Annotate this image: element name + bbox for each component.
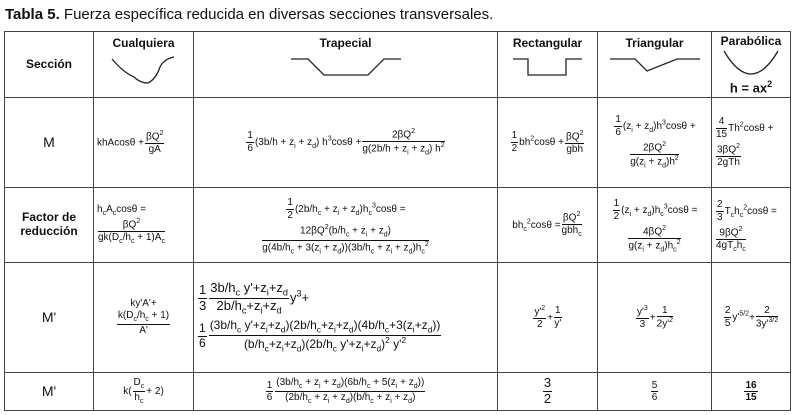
fraction bbox=[533, 305, 546, 330]
row-m-prime bbox=[5, 263, 791, 373]
header-label: Trapecial bbox=[319, 36, 372, 50]
header-label: Cualquiera bbox=[112, 36, 175, 50]
formula-part: 1 bbox=[555, 305, 561, 317]
fraction bbox=[613, 198, 621, 222]
formula-part: $9\beta Q^2$ bbox=[716, 226, 746, 240]
cell-mp2-parabolica bbox=[712, 373, 791, 411]
formula-part: 2 bbox=[724, 305, 731, 317]
cell-mp2-trapecial bbox=[194, 373, 498, 411]
formula-part: $k(D_c/h_c + 1)$ bbox=[117, 310, 170, 325]
formula-part: 5 bbox=[724, 317, 731, 329]
formula-part: $y'^2$ bbox=[534, 304, 546, 318]
formula-part: 6 bbox=[615, 126, 621, 138]
specific-force-table bbox=[4, 31, 791, 411]
formula-part: 2 bbox=[511, 142, 518, 154]
header-label: Parabólica bbox=[720, 34, 782, 48]
formula-part: 16 bbox=[745, 379, 757, 391]
header-trapecial bbox=[194, 32, 498, 98]
formula-part: $4\beta Q^2$ bbox=[628, 225, 680, 239]
formula-part: $(3b/h + z_i + z_d)$ $h^3\cos\theta$ + bbox=[254, 135, 362, 151]
formula-part: 4 bbox=[716, 116, 727, 129]
fraction bbox=[362, 128, 444, 157]
header-parabolica bbox=[712, 32, 791, 98]
formula-part: $2b/h_c+z_i+z_d$ bbox=[216, 297, 282, 316]
fraction bbox=[133, 377, 146, 406]
row-m bbox=[5, 98, 791, 188]
formula-part: 6 bbox=[247, 142, 253, 154]
formula-part: 2 bbox=[537, 318, 543, 330]
formula-part: 1 bbox=[266, 379, 273, 391]
formula-part: + 2) bbox=[146, 386, 164, 398]
formula-part: $gk(D_c/h_c + 1)A_c$ bbox=[98, 231, 165, 245]
table-caption bbox=[5, 6, 493, 23]
formula-part: $(2b/h_c + z_i + z_d)h_c^3\cos\theta$ = bbox=[294, 202, 406, 217]
fraction bbox=[266, 380, 274, 404]
formula-part: $Th^2\cos\theta$ + bbox=[728, 121, 774, 134]
formula-part: y' bbox=[554, 317, 562, 329]
formula-part: 3 bbox=[639, 318, 646, 330]
formula-part: 1 bbox=[199, 282, 207, 298]
formula-part: $y^3+$ bbox=[289, 288, 310, 305]
formula-part: $(2b/h_c + z_i + z_d)(b/h_c + z_i + z_d)$ bbox=[285, 392, 416, 405]
parabola-equation: $h = ax^2$ bbox=[729, 78, 773, 95]
header-label: Rectangular bbox=[512, 36, 583, 50]
formula-part: 5 bbox=[651, 379, 658, 391]
formula-part: $4gT_ch_c$ bbox=[716, 239, 746, 253]
header-rectangular bbox=[498, 32, 598, 98]
row-label: M' bbox=[5, 263, 94, 373]
cell-mp-rectangular: $\frac{y'^2}{2}$ + $\frac{1}{y'}$ bbox=[498, 263, 598, 373]
fraction bbox=[744, 380, 757, 404]
formula-part: $(b/h_c+z_i+z_d)(2b/h_c$ $y'+z_i+z_d)^2$ $y'^2$ bbox=[243, 335, 407, 354]
formula-part: $(z_i + z_d)h_c^3\cos\theta$ = bbox=[621, 203, 698, 219]
triangular-section-icon bbox=[605, 51, 705, 81]
formula-part: $g(4b/h_c + 3(z_i + z_d))(3b/h_c + z_i + z_d)h_c^2$ bbox=[262, 240, 429, 255]
trapezoidal-section-icon bbox=[286, 51, 406, 81]
formula-part: $g(z_i + z_d)h^2$ bbox=[630, 155, 679, 170]
cell-m-trapecial bbox=[194, 98, 498, 188]
formula-part: $\beta Q^2$ bbox=[145, 129, 164, 143]
fraction bbox=[246, 130, 254, 154]
fraction bbox=[614, 114, 622, 138]
fraction bbox=[562, 211, 582, 239]
formula-part: $D_c$ bbox=[133, 377, 146, 392]
caption-label: Tabla 5. bbox=[5, 6, 60, 23]
cell-mp2-rectangular bbox=[498, 373, 598, 411]
fraction bbox=[554, 305, 562, 329]
cell-factor-triangular bbox=[598, 188, 712, 263]
fraction bbox=[543, 376, 552, 407]
formula-part: $12\beta Q^2(b/h_c + z_i + z_d)$ bbox=[262, 224, 429, 240]
formula-part: 2 bbox=[543, 391, 552, 406]
formula-part: $(z_i + z_d)h^3\cos\theta$ + bbox=[622, 119, 696, 135]
formula-part: $bh_c^2\cos\theta$ = bbox=[512, 218, 561, 233]
formula-part: 1 bbox=[511, 130, 518, 142]
fraction bbox=[716, 143, 741, 168]
formula-part: 1 bbox=[199, 321, 206, 336]
formula-part: k( bbox=[123, 386, 132, 398]
formula-part: $h_c$ bbox=[134, 392, 144, 405]
fraction bbox=[145, 130, 164, 155]
row-factor bbox=[5, 188, 791, 263]
fraction bbox=[630, 141, 679, 170]
formula-part: $g(z_i + z_d)h_c^2$ bbox=[628, 239, 681, 254]
fraction bbox=[209, 319, 442, 354]
header-cualquiera bbox=[94, 32, 194, 98]
header-row bbox=[5, 32, 791, 98]
fraction bbox=[565, 130, 584, 155]
formula-part: $y'^{5/2}$ bbox=[732, 310, 750, 324]
parabolic-section-icon bbox=[716, 49, 786, 75]
formula-part: $h_cA_c\cos\theta$ = bbox=[97, 204, 146, 218]
formula-part: $3y'^{3/2}$ bbox=[755, 317, 779, 330]
formula-part: 2 bbox=[613, 210, 620, 222]
formula-part: 3 bbox=[199, 297, 207, 313]
formula-part: 1 bbox=[287, 197, 293, 209]
fraction bbox=[724, 305, 732, 329]
fraction bbox=[198, 322, 207, 351]
cell-mp-cualquiera bbox=[94, 263, 194, 373]
formula-part: $T_ch_c^2\cos\theta$ = bbox=[724, 204, 777, 219]
fraction bbox=[651, 380, 659, 404]
fraction bbox=[716, 116, 727, 140]
caption-text: Fuerza específica reducida en diversas secciones transversales. bbox=[59, 6, 494, 23]
cell-factor-parabolica bbox=[712, 188, 791, 263]
fraction bbox=[756, 305, 778, 330]
formula-part: 1 bbox=[613, 198, 620, 210]
row-label: M' bbox=[5, 373, 94, 411]
cell-mp2-triangular bbox=[598, 373, 712, 411]
formula-part: 3 bbox=[717, 211, 723, 223]
cell-m-rectangular bbox=[498, 98, 598, 188]
formula-part: $3b/h_c$ $y'+z_i+z_d$ bbox=[210, 279, 288, 298]
formula-part: 2 bbox=[287, 209, 293, 221]
fraction bbox=[716, 199, 724, 223]
formula-part: $2y'^2$ bbox=[656, 317, 674, 330]
formula-part: $3\beta Q^2$ bbox=[717, 143, 740, 156]
formula-part: $g(2b/h + z_i + z_d)$ $h^2$ bbox=[362, 141, 445, 157]
formula-part: 6 bbox=[651, 392, 658, 403]
fraction bbox=[98, 218, 165, 246]
formula-part: 6 bbox=[266, 392, 273, 403]
formula-part: 15 bbox=[716, 128, 728, 140]
fraction bbox=[628, 225, 680, 254]
cell-factor-trapecial bbox=[194, 188, 498, 263]
formula-part: ($3b/h_c$ $y'+z_i+z_d)(2b/h_c+z_i+z_d)(4b/h_c+3(z_i+z_d))$ bbox=[209, 318, 441, 335]
row-m-prime-2 bbox=[5, 373, 791, 411]
formula-part: A' bbox=[139, 325, 148, 337]
formula-part: gbh bbox=[566, 143, 584, 155]
formula-part: 2 bbox=[717, 199, 723, 211]
cell-mp-parabolica: $\frac{2}{5}$ $y'^{5/2}+$ $\frac{2}{3y'^{3/2}}$ bbox=[712, 263, 791, 373]
irregular-section-icon bbox=[104, 51, 184, 87]
formula-part: $y'^3$ bbox=[636, 304, 648, 318]
cell-m-parabolica bbox=[712, 98, 791, 188]
fraction bbox=[716, 226, 746, 254]
formula-part: khAcosθ + bbox=[97, 137, 144, 149]
fraction bbox=[209, 281, 289, 316]
formula-part: $\beta Q^2$ bbox=[98, 218, 165, 232]
formula-part: 1 bbox=[247, 130, 253, 142]
formula-part: $(3b/h_c + z_i + z_d)(6b/h_c + 5(z_i + z_d))$ bbox=[275, 377, 425, 392]
formula-part: 3 bbox=[543, 375, 552, 391]
fraction bbox=[275, 377, 425, 406]
formula-part: 2 bbox=[756, 305, 778, 318]
formula-part: $\beta Q^2$ bbox=[562, 211, 581, 224]
cell-factor-cualquiera bbox=[94, 188, 194, 263]
row-label: M bbox=[5, 98, 94, 188]
formula-part: gA bbox=[148, 143, 161, 155]
fraction bbox=[286, 197, 294, 221]
fraction bbox=[117, 310, 170, 337]
fraction bbox=[636, 305, 649, 330]
cell-factor-rectangular bbox=[498, 188, 598, 263]
cell-mp-triangular: $\frac{y'^3}{3}$ + $\frac{1}{2y'^2}$ bbox=[598, 263, 712, 373]
cell-m-triangular bbox=[598, 98, 712, 188]
formula-part: $2\beta Q^2$ bbox=[630, 141, 679, 155]
row-label: Factor de reducción bbox=[5, 188, 94, 263]
header-label: Triangular bbox=[625, 36, 684, 50]
formula-part: 1 bbox=[615, 114, 621, 126]
formula-part: $bh^2\cos\theta$ + bbox=[519, 135, 564, 149]
formula-part: $2\beta Q^2$ bbox=[362, 128, 444, 142]
cell-mp2-cualquiera bbox=[94, 373, 194, 411]
formula-part: $\beta Q^2$ bbox=[565, 129, 584, 143]
header-triangular bbox=[598, 32, 712, 98]
rectangular-section-icon bbox=[508, 51, 588, 81]
formula-part: gbh$_c$ bbox=[561, 224, 582, 238]
formula-part: 1 bbox=[657, 305, 673, 318]
formula-part: ky'A'+ bbox=[130, 298, 157, 310]
fraction bbox=[511, 130, 519, 154]
fraction bbox=[198, 283, 207, 314]
cell-mp-trapecial bbox=[194, 263, 498, 373]
formula-part: 6 bbox=[199, 336, 206, 351]
header-section: Sección bbox=[5, 32, 94, 98]
formula-part: 2gTh bbox=[717, 157, 740, 169]
cell-m-cualquiera bbox=[94, 98, 194, 188]
formula-part: 15 bbox=[745, 392, 757, 403]
fraction bbox=[262, 224, 429, 256]
fraction bbox=[657, 305, 673, 330]
